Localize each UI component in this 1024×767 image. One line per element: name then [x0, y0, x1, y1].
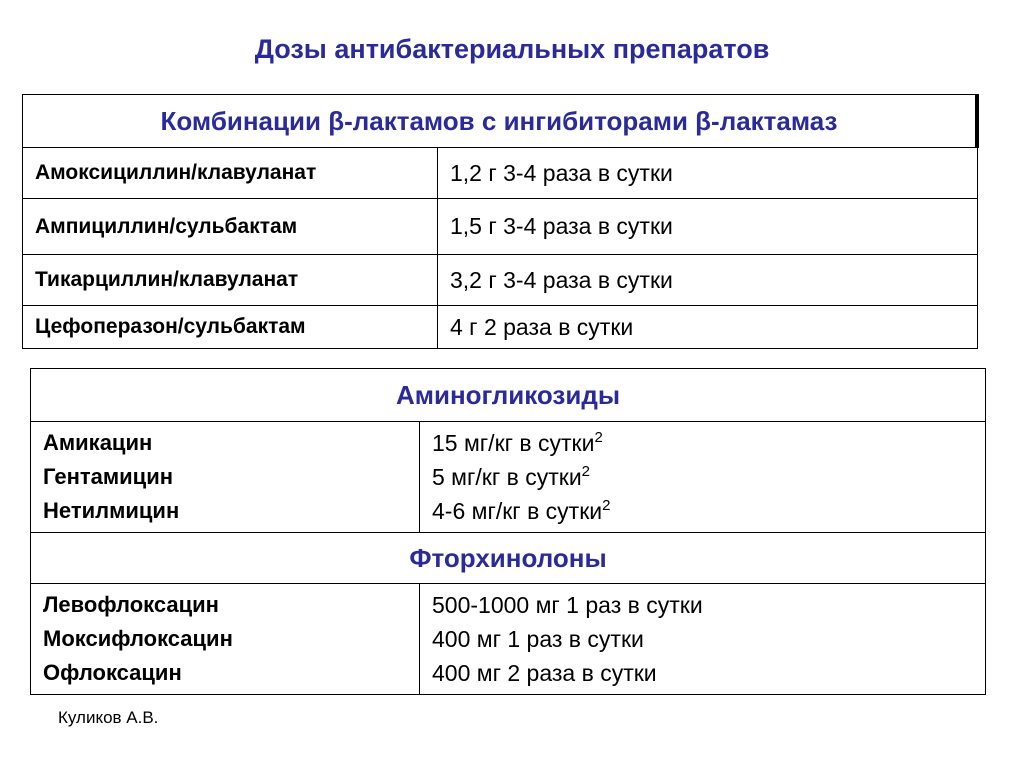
drug-dose: 400 мг 2 раза в сутки — [432, 660, 657, 686]
table-header-row — [31, 533, 986, 584]
dose-line — [432, 460, 973, 494]
drug-name: Нетилмицин — [43, 498, 180, 523]
dose-line — [432, 426, 973, 460]
drug-name: Тикарциллин/клавуланат — [23, 255, 438, 306]
drug-names-cell — [31, 422, 420, 533]
footnote-mark: 2 — [581, 463, 591, 480]
section-header-fluoroquinolones: Фторхинолоны — [31, 533, 986, 584]
drug-dose: 4-6 мг/кг в сутки — [432, 498, 603, 524]
drug-name: Амикацин — [43, 430, 153, 455]
table-row — [23, 306, 978, 349]
beta-lactam-table — [22, 94, 979, 349]
section-header-aminoglycosides: Аминогликозиды — [31, 369, 986, 422]
table-row — [31, 584, 986, 695]
drug-name: Офлоксацин — [43, 660, 182, 685]
drug-dose: 4 г 2 раза в сутки — [438, 306, 978, 349]
drug-dose: 3,2 г 3-4 раза в сутки — [438, 255, 978, 306]
table-row — [23, 199, 978, 255]
footnote-mark: 2 — [602, 497, 611, 514]
drug-name: Цефоперазон/сульбактам — [23, 306, 438, 349]
amino-fluoro-table — [30, 368, 986, 695]
drug-dose: 5 мг/кг в сутки — [432, 464, 582, 490]
drug-name: Амоксициллин/клавуланат — [23, 148, 438, 199]
drug-dose: 1,2 г 3-4 раза в сутки — [438, 148, 978, 199]
table-row — [23, 148, 978, 199]
drug-name: Левофлоксацин — [43, 592, 219, 617]
drug-dose: 15 мг/кг в сутки — [432, 430, 595, 456]
dose-line — [432, 494, 973, 528]
table-header-row — [31, 369, 986, 422]
author-credit: Куликов А.В. — [58, 708, 159, 727]
table-header-row — [23, 95, 978, 148]
table-row — [23, 255, 978, 306]
drug-name: Гентамицин — [43, 464, 174, 489]
section-header-beta-lactams: Комбинации β-лактамов с ингибиторами β-лактамаз — [23, 95, 978, 148]
page-title: Дозы антибактериальных препаратов — [254, 34, 770, 64]
footnote-mark: 2 — [594, 429, 603, 446]
table-row — [31, 422, 986, 533]
drug-doses-cell — [420, 584, 986, 695]
drug-dose: 500-1000 мг 1 раз в сутки — [432, 592, 703, 618]
drug-name: Моксифлоксацин — [43, 626, 233, 651]
drug-names-cell — [31, 584, 420, 695]
drug-dose: 1,5 г 3-4 раза в сутки — [438, 199, 978, 255]
drug-name: Ампициллин/сульбактам — [23, 199, 438, 255]
drug-doses-cell — [420, 422, 986, 533]
drug-dose: 400 мг 1 раз в сутки — [432, 626, 644, 652]
